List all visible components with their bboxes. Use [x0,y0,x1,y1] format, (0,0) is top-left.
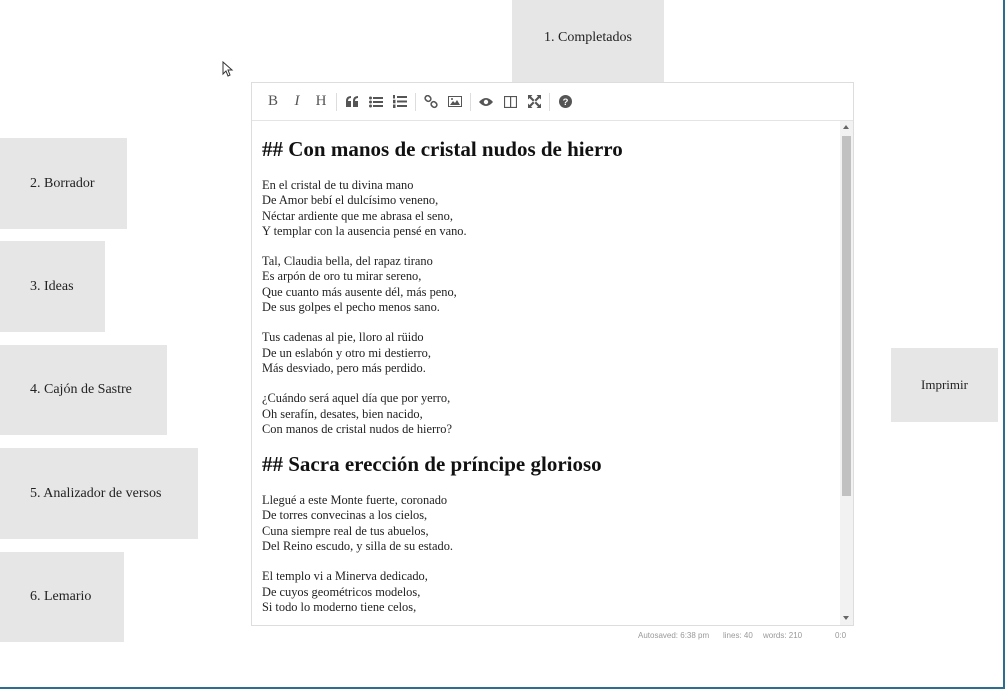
nav-completados-button[interactable] [512,0,664,82]
image-icon [448,96,462,107]
verse-line: El templo vi a Minerva dedicado, [262,569,428,584]
verse-line: Tus cadenas al pie, lloro al rüido [262,330,424,345]
verse-line: De Amor bebí el dulcísimo veneno, [262,193,439,208]
print-label: Imprimir [921,377,968,392]
cursor-position: 0:0 [835,631,847,640]
help-icon [559,95,572,108]
nav-ideas-label: 3. Ideas [30,278,74,294]
nav-lemario-button[interactable] [0,552,124,642]
verse-line: Néctar ardiente que me abrasa el seno, [262,208,453,223]
stanza [262,569,829,615]
side-by-side-icon [504,96,517,108]
nav-analizador-label: 5. Analizador de versos [30,485,162,501]
verse-line: Tal, Claudia bella, del rapaz tirano [262,254,433,269]
ordered-list-button[interactable] [389,90,411,114]
verse-line: Llegué a este Monte fuerte, coronado [262,493,448,508]
quote-button[interactable] [341,90,363,114]
preview-icon [479,97,493,107]
poem-title: ## Sacra erección de príncipe glorioso [262,452,602,477]
quote-icon [346,96,359,107]
link-button[interactable] [420,90,442,114]
scrollbar-thumb[interactable] [842,136,851,496]
stanza [262,391,829,437]
verse-line: ¿Cuándo será aquel día que por yerro, [262,391,451,406]
verse-line: Si todo lo moderno tiene celos, [262,599,417,614]
scroll-up-icon[interactable] [843,125,849,129]
nav-cajon-label: 4. Cajón de Sastre [30,382,132,397]
mouse-pointer-icon [222,61,234,77]
line-count: lines: 40 [723,631,753,640]
editor-toolbar [252,83,853,121]
preview-button[interactable] [475,90,497,114]
unordered-list-button[interactable] [365,90,387,114]
toolbar-separator [470,93,471,111]
nav-analizador-button[interactable] [0,448,198,539]
verse-line: Cuna siempre real de tus abuelos, [262,523,429,538]
verse-line: Que cuanto más ausente dél, más peno, [262,284,457,299]
italic-icon: I [294,93,300,109]
toolbar-separator [336,93,337,111]
nav-ideas-button[interactable] [0,241,105,332]
verse-line: Del Reino escudo, y silla de su estado. [262,539,453,554]
nav-lemario-label: 6. Lemario [30,589,92,604]
scroll-down-icon[interactable] [843,616,849,620]
verse-line: De torres convecinas a los cielos, [262,508,428,523]
nav-completados-label: 1. Completados [544,30,632,45]
help-button[interactable] [554,90,576,114]
markdown-editor [251,82,854,626]
stanza [262,254,829,315]
nav-borrador-label: 2. Borrador [30,175,95,191]
side-by-side-button[interactable] [499,90,521,114]
verse-line: Y templar con la ausencia pensé en vano. [262,223,467,238]
heading-button[interactable] [310,90,332,114]
italic-button[interactable] [286,90,308,114]
image-button[interactable] [444,90,466,114]
fullscreen-button[interactable] [523,90,545,114]
nav-borrador-button[interactable] [0,138,127,229]
poem-title: ## Con manos de cristal nudos de hierro [262,137,623,161]
verse-line: En el cristal de tu divina mano [262,178,414,192]
stanza [262,178,829,239]
fullscreen-icon [528,95,541,108]
nav-cajon-button[interactable] [0,345,167,435]
unordered-list-icon [369,96,383,108]
word-count: words: 210 [763,631,803,640]
editor-text-area[interactable] [252,121,839,625]
ordered-list-icon [393,95,407,108]
verse-line: Oh serafín, desates, bien nacido, [262,406,423,421]
toolbar-separator [415,93,416,111]
editor-statusbar [251,629,854,643]
heading-icon: H [315,93,327,109]
print-button[interactable] [891,348,998,422]
bold-button[interactable] [262,90,284,114]
bold-icon: B [267,93,278,109]
verse-line: De sus golpes el pecho menos sano. [262,300,440,315]
svg-text:?: ? [562,97,568,108]
stanza [262,330,829,376]
verse-line: De cuyos geométricos modelos, [262,584,421,599]
verse-line: De un eslabón y otro mi destierro, [262,345,431,360]
autosave-status: Autosaved: 6:38 pm [638,631,710,640]
verse-line: Con manos de cristal nudos de hierro? [262,421,452,436]
verse-line: Es arpón de oro tu mirar sereno, [262,269,422,284]
link-icon [424,95,438,109]
verse-line: Más desviado, pero más perdido. [262,360,426,375]
vertical-scrollbar[interactable] [840,121,853,625]
toolbar-separator [549,93,550,111]
stanza [262,493,829,554]
